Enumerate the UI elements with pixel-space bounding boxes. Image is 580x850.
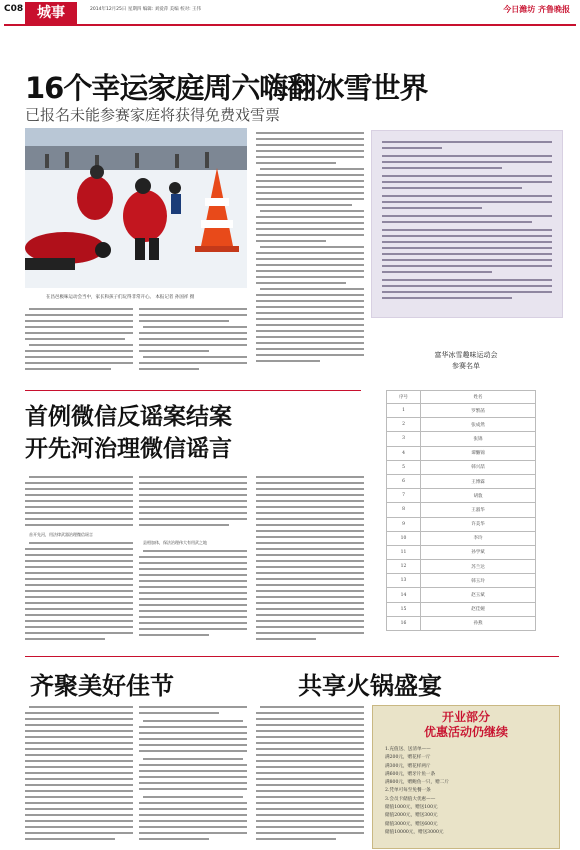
roster-number: 13	[387, 574, 421, 588]
roster-title-line2: 参赛名单	[452, 362, 480, 370]
roster-col-number: 序号	[387, 391, 421, 404]
roster-name: 李玲	[421, 531, 536, 545]
snow-scene-illustration	[25, 128, 247, 288]
roster-number: 2	[387, 418, 421, 432]
roster-title-line1: 富华冰雪趣味运动会	[434, 351, 498, 359]
text-lines	[139, 474, 247, 534]
promo-item: 满800元，赠鲍鱼一只，赠二斤	[385, 780, 449, 786]
roster-number: 6	[387, 474, 421, 488]
story1-body-col3	[256, 130, 364, 370]
roster-name: 罗繁菡	[421, 404, 536, 418]
text-lines	[139, 548, 247, 646]
roster-name: 苏兰达	[421, 560, 536, 574]
story3-body-col2	[139, 704, 247, 844]
story2-subhead-b: 县相加体，保法治理伟大有用武之地	[143, 540, 207, 545]
photo-caption: 在昌邑极味运动会当中，家长和孩子们玩得非常开心。 本报记者 孙国祥 摄	[46, 295, 195, 300]
text-lines	[256, 474, 364, 646]
roster-title	[371, 350, 561, 372]
roster-number: 3	[387, 432, 421, 446]
roster-number: 1	[387, 404, 421, 418]
roster-name: 许美华	[421, 517, 536, 531]
roster-number: 12	[387, 560, 421, 574]
roster-number: 4	[387, 446, 421, 460]
roster-name: 谭懒锦	[421, 446, 536, 460]
roster-row	[387, 574, 536, 588]
roster-name: 王博霖	[421, 474, 536, 488]
story1-subheadline: 已报名未能参赛家庭将获得免费戏雪票	[25, 106, 281, 124]
header-rule	[4, 24, 576, 26]
roster-name: 孙燕	[421, 616, 536, 630]
roster-row	[387, 418, 536, 432]
roster-number: 11	[387, 545, 421, 559]
promo-title	[373, 710, 559, 740]
roster-row	[387, 446, 536, 460]
story2-body-col3	[256, 474, 364, 646]
roster-name: 胡敦	[421, 489, 536, 503]
roster-row	[387, 474, 536, 488]
roster-name: 王淑华	[421, 503, 536, 517]
roster-row	[387, 616, 536, 630]
story2-body-col2	[139, 474, 247, 646]
promo-item: 满200元，赠花样一斤	[385, 755, 431, 761]
text-lines	[25, 540, 133, 646]
roster-number: 14	[387, 588, 421, 602]
promo-item: 1.充值送、送清单——	[385, 747, 431, 752]
roster-name: 韩兴喆	[421, 460, 536, 474]
issue-meta: 2014年12月25日 星期四 编辑: 刘爱萍 美编 校对: 王伟	[90, 7, 202, 12]
roster-number: 10	[387, 531, 421, 545]
section-flag: 城事	[25, 2, 77, 24]
promo-item: 满300元，赠花样两斤	[385, 763, 431, 769]
section-divider	[25, 656, 559, 657]
roster-number: 16	[387, 616, 421, 630]
roster-row	[387, 404, 536, 418]
story4-body-col1	[256, 704, 364, 844]
section-divider	[25, 390, 361, 391]
roster-number: 7	[387, 489, 421, 503]
roster-col-name: 姓名	[421, 391, 536, 404]
page-number: C08	[4, 4, 24, 14]
text-lines	[372, 131, 562, 317]
roster-name: 孙学斌	[421, 545, 536, 559]
roster-name: 韩玉玲	[421, 574, 536, 588]
story4-headline: 共享火锅盛宴	[298, 672, 442, 700]
roster-name: 张成然	[421, 418, 536, 432]
story3-headline: 齐聚美好佳节	[30, 672, 174, 700]
roster-number: 9	[387, 517, 421, 531]
roster-number: 8	[387, 503, 421, 517]
promo-item-list	[385, 746, 449, 837]
roster-table	[386, 390, 536, 631]
newspaper-brand: 今日潍坊 齐鲁晚报	[503, 5, 570, 14]
roster-row	[387, 588, 536, 602]
roster-number: 5	[387, 460, 421, 474]
story1-body-col2	[139, 306, 247, 374]
text-lines	[256, 130, 364, 370]
story2-body-col1	[25, 474, 133, 646]
roster-row	[387, 460, 536, 474]
story1-headline: 16个幸运家庭周六嗨翻冰雪世界	[25, 71, 428, 105]
text-lines	[139, 306, 247, 374]
promo-item: 2.凭单可每至免餐一条	[385, 788, 431, 794]
story2-headline-line1: 首例微信反谣案结案	[25, 404, 232, 430]
roster-row	[387, 531, 536, 545]
roster-name: 张锦	[421, 432, 536, 446]
roster-row	[387, 560, 536, 574]
text-lines	[139, 704, 247, 844]
promo-item: 满600元，赠牙片鱼一条	[385, 771, 436, 777]
roster-row	[387, 503, 536, 517]
roster-row	[387, 489, 536, 503]
story1-body-col1	[25, 306, 133, 374]
roster-name: 赵玉斌	[421, 588, 536, 602]
promo-item: 3.会员卡储值大优惠——	[385, 796, 436, 802]
promo-title-line1: 开业部分	[441, 710, 490, 724]
promo-box	[372, 705, 560, 849]
promo-item: 储值1000元，赠送100元	[385, 805, 438, 811]
event-info-box	[371, 130, 563, 318]
roster-row	[387, 432, 536, 446]
story2-subhead-a: 首开先河，用法律武器治理微信谣言	[29, 532, 93, 537]
roster-header-row	[387, 391, 536, 404]
text-lines	[256, 704, 364, 844]
story2-headline-line2: 开先河治理微信谣言	[25, 436, 232, 462]
promo-item: 储值10000元，赠送3000元	[385, 829, 444, 835]
text-lines	[25, 306, 133, 374]
text-lines	[25, 704, 133, 844]
roster-row	[387, 517, 536, 531]
roster-row	[387, 602, 536, 616]
story3-body-col1	[25, 704, 133, 844]
roster-number: 15	[387, 602, 421, 616]
promo-item: 储值3000元，赠送600元	[385, 821, 438, 827]
promo-title-line2: 优惠活动仍继续	[423, 725, 508, 739]
promo-item: 储值2000元，赠送300元	[385, 813, 438, 819]
event-photo	[25, 128, 247, 288]
roster-row	[387, 545, 536, 559]
roster-name: 赵佳婉	[421, 602, 536, 616]
